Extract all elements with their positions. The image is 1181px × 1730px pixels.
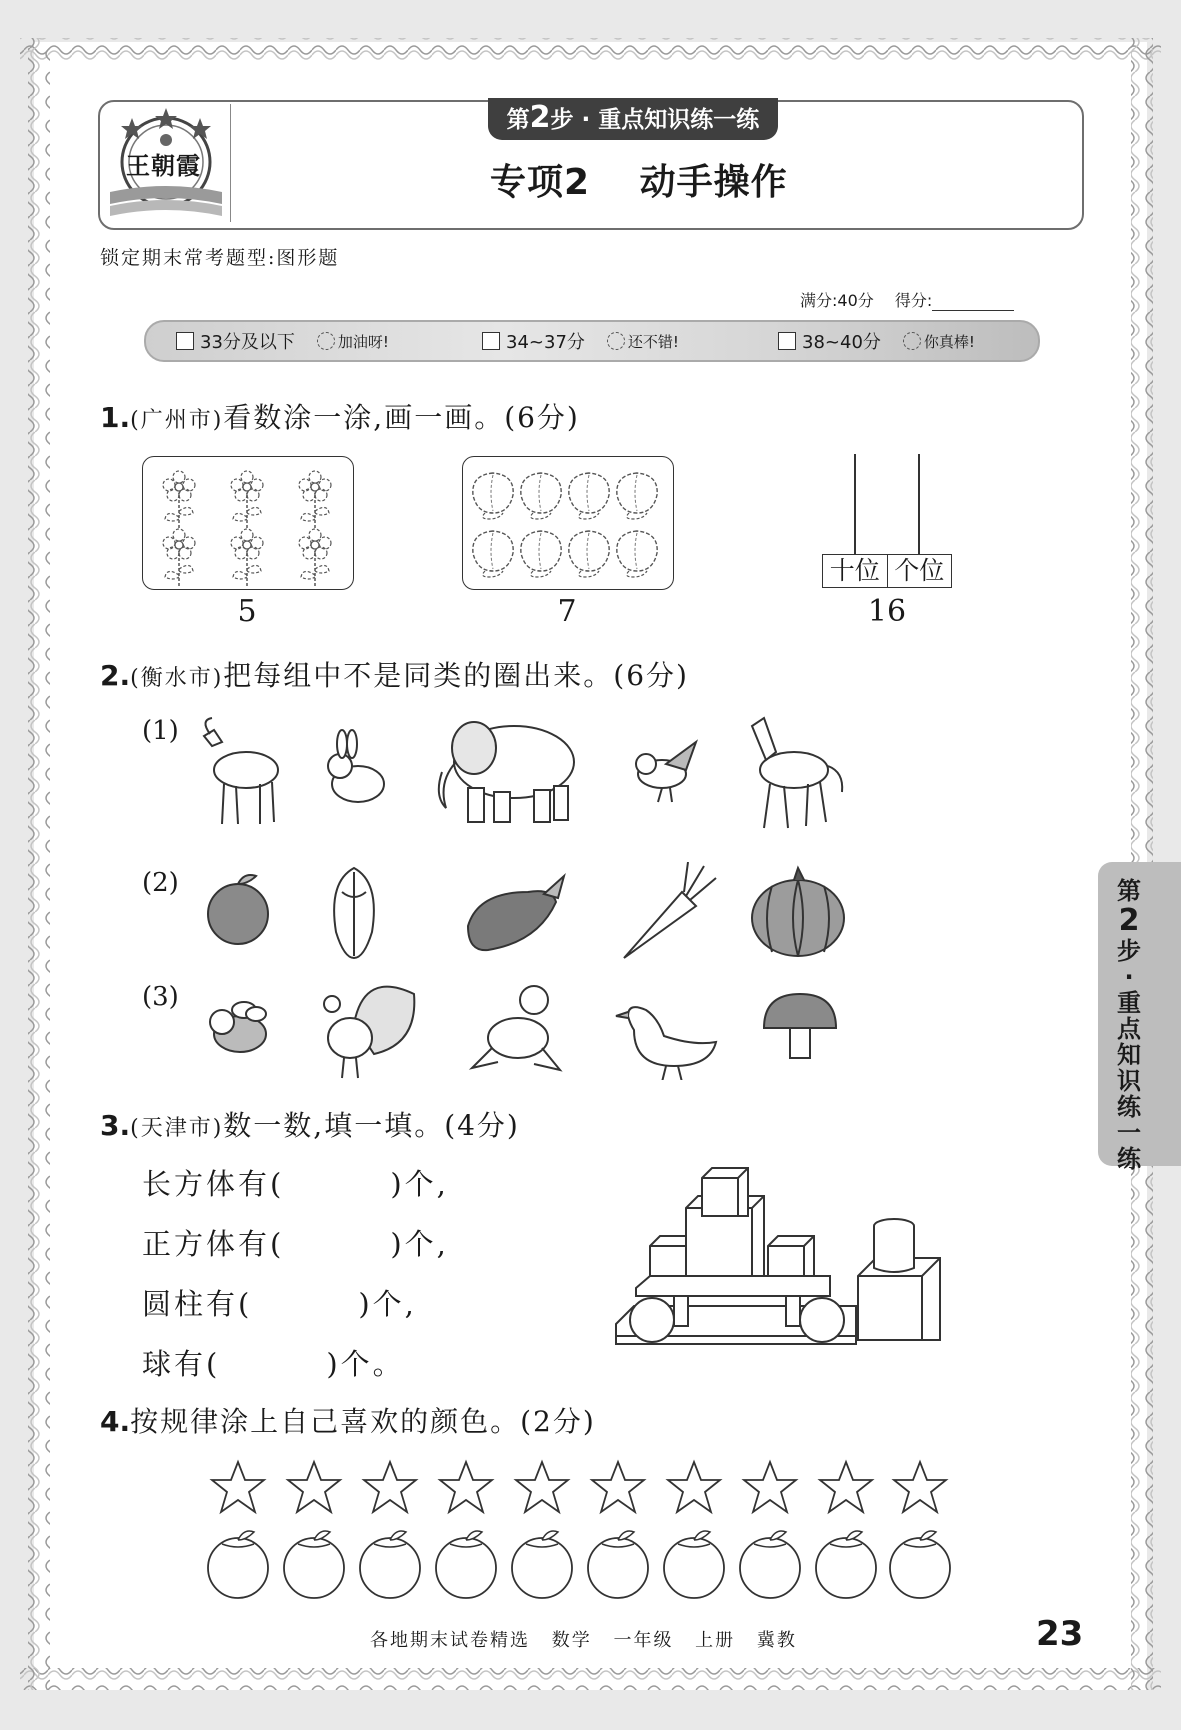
color-pattern-figure[interactable] bbox=[204, 1456, 964, 1606]
star-icon bbox=[820, 1462, 872, 1512]
flower-icon bbox=[163, 471, 195, 529]
side-tab-number: 2 bbox=[1118, 903, 1140, 938]
flower-icon bbox=[163, 529, 195, 587]
bee-icon bbox=[210, 1002, 266, 1052]
cheer-text: 加油呀! bbox=[337, 332, 389, 351]
grade-range: 33分及以下 bbox=[200, 332, 295, 353]
grade-item bbox=[482, 328, 679, 354]
peach-icon bbox=[473, 531, 513, 577]
frog-icon bbox=[472, 986, 560, 1070]
fill-suffix: )个, bbox=[390, 1227, 449, 1261]
question-2 bbox=[100, 654, 689, 694]
fill-line-cylinder bbox=[142, 1282, 417, 1323]
duck-icon bbox=[616, 1007, 716, 1080]
score-line bbox=[800, 288, 1014, 311]
step-number: 2 bbox=[529, 100, 551, 135]
star-icon bbox=[592, 1462, 644, 1512]
grade-item bbox=[176, 328, 389, 354]
question-text: 按规律涂上自己喜欢的颜色。(2分) bbox=[130, 1405, 596, 1438]
apple-outline-icon bbox=[740, 1531, 800, 1598]
flower-caption: 5 bbox=[237, 594, 257, 629]
apple-icon bbox=[208, 875, 268, 944]
flower-box[interactable] bbox=[142, 456, 354, 590]
star-icon bbox=[288, 1462, 340, 1512]
topic-title: 动手操作 bbox=[639, 162, 788, 203]
fill-line-cube bbox=[142, 1222, 449, 1263]
question-text: 把每组中不是同类的圈出来。(6分) bbox=[223, 659, 689, 692]
flower-icon bbox=[299, 471, 331, 529]
grade-checkbox[interactable] bbox=[176, 332, 194, 350]
fill-line-sphere bbox=[142, 1342, 405, 1383]
grade-cheer bbox=[607, 331, 679, 352]
solid-shapes-figure bbox=[610, 1164, 950, 1364]
star-icon bbox=[668, 1462, 720, 1512]
apple-outline-icon bbox=[588, 1531, 648, 1598]
group-2-produce bbox=[204, 862, 854, 962]
abacus-rod-tens[interactable] bbox=[854, 454, 856, 554]
cylinder-leg bbox=[674, 1296, 688, 1326]
question-city: (天津市) bbox=[130, 1116, 224, 1141]
middle-board bbox=[636, 1276, 830, 1296]
goat-icon bbox=[204, 718, 278, 824]
pumpkin-icon bbox=[752, 868, 844, 956]
logo-divider bbox=[230, 104, 231, 222]
apple-outline-icon bbox=[512, 1531, 572, 1598]
question-city: (广州市) bbox=[130, 408, 224, 433]
peach-icon bbox=[617, 531, 657, 577]
peacock-icon bbox=[324, 987, 414, 1078]
apple-outline-icon bbox=[816, 1531, 876, 1598]
flower-icon bbox=[231, 471, 263, 529]
peach-grid bbox=[463, 457, 673, 589]
score-label: 得分: bbox=[894, 291, 933, 310]
fill-prefix: 球有( bbox=[142, 1347, 221, 1381]
question-number: 1. bbox=[100, 401, 131, 434]
grade-range: 34~37分 bbox=[506, 332, 585, 353]
bird-icon bbox=[636, 742, 696, 802]
cabbage-icon bbox=[334, 868, 374, 958]
grade-cheer bbox=[317, 331, 389, 352]
side-tab-text bbox=[1116, 878, 1142, 1172]
apple-outline-icon bbox=[208, 1531, 268, 1598]
star-icon bbox=[744, 1462, 796, 1512]
flower-icon bbox=[231, 529, 263, 587]
step-prefix: 第 bbox=[506, 107, 530, 133]
smiley-icon bbox=[317, 332, 335, 350]
peach-box[interactable] bbox=[462, 456, 674, 590]
abacus-base bbox=[822, 554, 952, 588]
topic-label: 专项2 bbox=[490, 162, 591, 203]
horse-icon bbox=[752, 718, 842, 828]
star-icon bbox=[894, 1462, 946, 1512]
mushroom-icon bbox=[764, 994, 836, 1058]
grade-item bbox=[778, 328, 975, 354]
footer-text: 各地期末试卷精选 数学 一年级 上册 冀教 bbox=[370, 1630, 797, 1651]
elephant-icon bbox=[439, 722, 574, 822]
question-city: (衡水市) bbox=[130, 666, 224, 691]
apple-outline-icon bbox=[890, 1531, 950, 1598]
group-1-label: (1) bbox=[142, 716, 179, 746]
side-tab-prefix: 第 bbox=[1117, 877, 1141, 905]
peach-icon bbox=[521, 473, 561, 519]
question-number: 3. bbox=[100, 1109, 131, 1142]
peach-icon bbox=[473, 473, 513, 519]
fill-suffix: )个, bbox=[358, 1287, 417, 1321]
grade-checkbox[interactable] bbox=[778, 332, 796, 350]
sphere-left bbox=[630, 1298, 674, 1342]
peach-icon bbox=[521, 531, 561, 577]
fill-prefix: 正方体有( bbox=[142, 1227, 285, 1261]
grade-bar bbox=[144, 320, 1040, 362]
sphere-right bbox=[800, 1298, 844, 1342]
page-title bbox=[420, 154, 940, 205]
fill-suffix: )个。 bbox=[326, 1347, 405, 1381]
subtitle: 锁定期末常考题型:图形题 bbox=[100, 247, 340, 269]
peach-icon bbox=[569, 473, 609, 519]
peach-icon bbox=[569, 531, 609, 577]
question-4 bbox=[100, 1400, 596, 1440]
abacus-ones-label: 个位 bbox=[894, 556, 945, 585]
fill-prefix: 圆柱有( bbox=[142, 1287, 253, 1321]
apple-outline-icon bbox=[664, 1531, 724, 1598]
cylinder-leg bbox=[786, 1296, 800, 1326]
step-tab bbox=[488, 98, 778, 140]
question-1 bbox=[100, 396, 580, 436]
question-text: 看数涂一涂,画一画。(6分) bbox=[223, 401, 580, 434]
fill-prefix: 长方体有( bbox=[142, 1167, 285, 1201]
page-number: 23 bbox=[1036, 1614, 1084, 1654]
step-suffix: 步 · 重点知识练一练 bbox=[550, 107, 760, 133]
score-blank[interactable] bbox=[932, 294, 1014, 311]
question-number: 4. bbox=[100, 1405, 131, 1438]
star-icon bbox=[212, 1462, 264, 1512]
group-1-animals bbox=[194, 712, 854, 840]
carrot-icon bbox=[624, 862, 716, 958]
grade-range: 38~40分 bbox=[802, 332, 881, 353]
peach-icon bbox=[617, 473, 657, 519]
peach-caption: 7 bbox=[557, 594, 577, 629]
abacus-tens-label: 十位 bbox=[823, 555, 888, 587]
smiley-icon bbox=[903, 332, 921, 350]
fill-line-cuboid bbox=[142, 1162, 449, 1203]
smiley-icon bbox=[607, 332, 625, 350]
star-icon bbox=[364, 1462, 416, 1512]
apple-outline-icon bbox=[360, 1531, 420, 1598]
abacus-caption: 16 bbox=[867, 594, 907, 629]
apple-outline-icon bbox=[284, 1531, 344, 1598]
flower-grid bbox=[143, 457, 353, 589]
group-2-label: (2) bbox=[142, 868, 179, 898]
side-tab-suffix: 步·重点知识练一练 bbox=[1117, 937, 1141, 1173]
full-marks: 满分:40分 bbox=[800, 291, 874, 310]
star-icon bbox=[516, 1462, 568, 1512]
grade-cheer bbox=[903, 331, 975, 352]
abacus-rod-ones[interactable] bbox=[918, 454, 920, 554]
eggplant-icon bbox=[468, 876, 564, 950]
cheer-text: 你真棒! bbox=[923, 332, 975, 351]
group-3-creatures bbox=[204, 970, 854, 1080]
grade-checkbox[interactable] bbox=[482, 332, 500, 350]
flower-icon bbox=[299, 529, 331, 587]
question-number: 2. bbox=[100, 659, 131, 692]
group-3-label: (3) bbox=[142, 982, 179, 1012]
question-3 bbox=[100, 1104, 520, 1144]
logo-text: 王朝霞 bbox=[126, 151, 201, 180]
apple-outline-icon bbox=[436, 1531, 496, 1598]
star-icon bbox=[440, 1462, 492, 1512]
rabbit-icon bbox=[328, 730, 384, 802]
fill-suffix: )个, bbox=[390, 1167, 449, 1201]
cheer-text: 还不错! bbox=[627, 332, 679, 351]
question-text: 数一数,填一填。(4分) bbox=[223, 1109, 520, 1142]
